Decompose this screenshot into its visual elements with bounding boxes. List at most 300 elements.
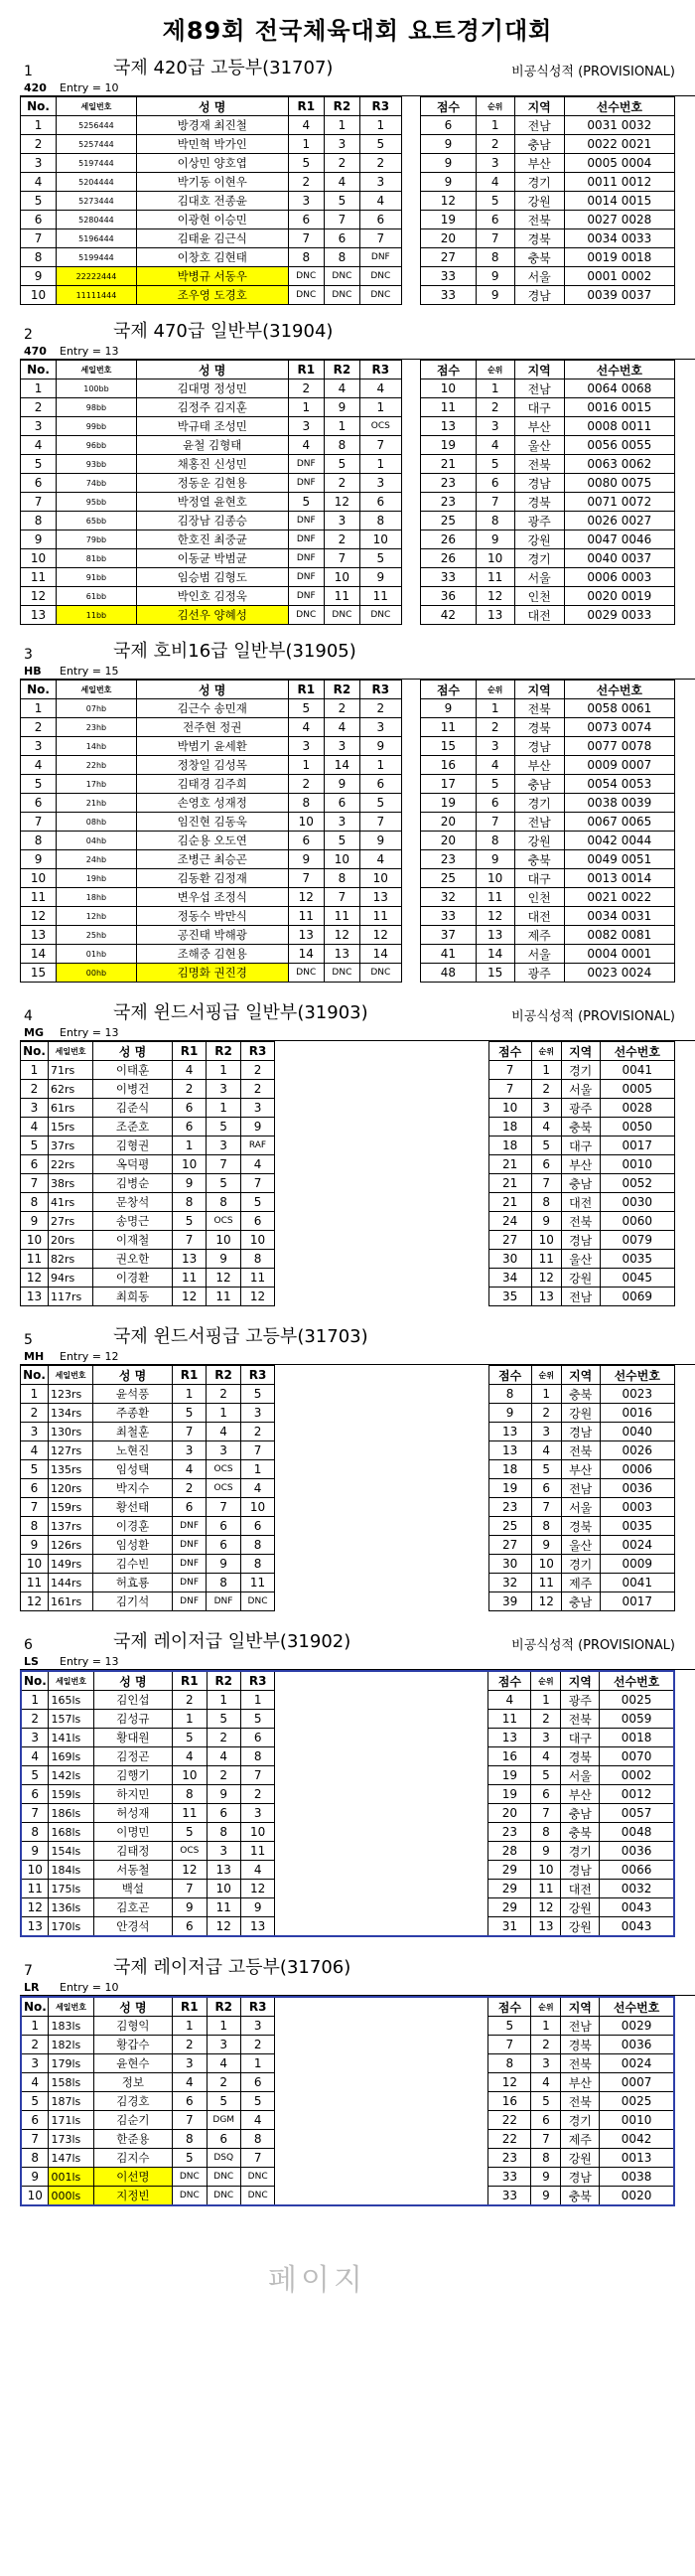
athlete-number: 0057 [600,1804,674,1823]
spacer [401,417,420,436]
sail-number: 24hb [57,850,137,869]
row-no: 8 [21,1193,49,1212]
rank: 9 [531,2187,561,2206]
rank: 9 [531,1212,561,1231]
region: 강원 [561,1269,600,1288]
race-3: 11 [240,1269,274,1288]
section-5 [20,1324,695,1611]
race-1: 4 [288,116,324,135]
rank: 1 [531,1691,561,1710]
row-no: 11 [21,568,57,587]
table-header-row [21,681,675,699]
region: 대구 [514,869,564,888]
athlete-name: 이광현 이승민 [136,211,288,229]
race-2: 6 [207,1517,240,1536]
table-row [21,1747,674,1766]
region: 울산 [561,1250,600,1269]
athlete-number: 0016 0015 [564,398,674,417]
race-3: 13 [359,888,401,907]
table-row [21,530,675,549]
row-no: 9 [21,850,57,869]
row-no: 5 [21,192,57,211]
col-header-athlete_no: 선수번호 [564,681,674,699]
race-1: 7 [172,1231,206,1250]
table-row [21,2130,674,2149]
sail-number: 22rs [48,1155,92,1174]
race-3: 3 [359,173,401,192]
rank: 13 [531,1288,561,1306]
race-3: 2 [359,699,401,718]
score: 7 [488,2036,531,2054]
results-table [20,1996,675,2206]
spacer [275,1766,488,1785]
table-row [21,1691,674,1710]
section-1 [20,56,695,305]
athlete-name: 이태훈 [93,1061,173,1080]
race-3: 4 [240,1479,274,1498]
score: 11 [488,1710,531,1729]
region: 경북 [561,1747,600,1766]
race-1: 9 [172,1174,206,1193]
race-3: 8 [240,1250,274,1269]
rank: 1 [476,116,514,135]
region: 대전 [514,606,564,625]
row-no: 4 [21,173,57,192]
row-no: 2 [21,1080,49,1099]
spacer [401,379,420,398]
row-no: 10 [21,286,57,305]
rank: 11 [531,1880,561,1898]
score: 26 [421,549,477,568]
race-3: 10 [240,1498,274,1517]
entry-line [20,1348,695,1365]
race-3: 4 [240,2111,274,2130]
rank: 6 [531,2111,561,2130]
spacer [275,1823,488,1842]
athlete-number: 0067 0065 [564,813,674,832]
athlete-name: 이창호 김현태 [136,248,288,267]
spacer [275,1747,488,1766]
race-3: 7 [359,436,401,455]
race-1: DNC [288,286,324,305]
race-2: 1 [207,1061,240,1080]
race-3: DNC [359,286,401,305]
athlete-number: 0005 0004 [564,154,674,173]
table-row [21,568,675,587]
rank: 15 [476,964,514,983]
sail-number: 38rs [48,1174,92,1193]
athlete-name: 김정주 김지훈 [136,398,288,417]
athlete-name: 김인섭 [93,1691,173,1710]
col-header-rank: 순위 [476,361,514,379]
table-row [21,1880,674,1898]
rank: 5 [531,1460,561,1479]
region: 전남 [514,379,564,398]
race-1: DNC [288,267,324,286]
race-1: 13 [288,926,324,945]
region: 충북 [561,1385,600,1404]
section-title: 국제 420급 고등부(31707) [113,58,334,78]
athlete-number: 0013 [600,2149,674,2168]
row-no: 10 [21,549,57,568]
sail-number: 41rs [48,1193,92,1212]
row-no: 3 [21,2054,49,2073]
region: 경기 [514,549,564,568]
col-header-r2: R2 [207,1671,240,1691]
table-row [21,2149,674,2168]
score: 19 [421,436,477,455]
table-row [21,248,675,267]
sail-number: 165ls [49,1691,93,1710]
sail-number: 117rs [48,1288,92,1306]
score: 23 [488,1823,531,1842]
score: 22 [488,2130,531,2149]
entry-count: Entry = 10 [60,80,119,94]
table-row [21,192,675,211]
sail-number: 25hb [57,926,137,945]
section-title: 국제 윈드서핑급 고등부(31703) [113,1326,368,1347]
region: 경남 [514,474,564,493]
athlete-name: 김호곤 [93,1898,173,1917]
score: 19 [488,1766,531,1785]
athlete-name: 송명근 [93,1212,173,1231]
table-row [21,587,675,606]
spacer [275,1729,488,1747]
region: 충남 [561,1592,600,1611]
region: 전북 [561,1710,600,1729]
race-2: 4 [207,1747,240,1766]
region: 경기 [561,1555,600,1574]
race-3: 13 [240,1917,274,1937]
table-row [21,775,675,794]
rank: 8 [476,512,514,530]
rank: 8 [476,832,514,850]
race-2: 6 [207,2130,240,2149]
race-1: DNF [172,1555,206,1574]
athlete-name: 김동환 김정재 [136,869,288,888]
race-2: 10 [324,850,359,869]
row-no: 7 [21,1498,49,1517]
athlete-number: 0047 0046 [564,530,674,549]
row-no: 2 [21,1404,49,1423]
athlete-number: 0019 0018 [564,248,674,267]
athlete-number: 0027 0028 [564,211,674,229]
athlete-number: 0003 [600,1498,674,1517]
col-header-r2: R2 [324,681,359,699]
table-row [21,1061,675,1080]
race-3: RAF [240,1136,274,1155]
athlete-name: 방경재 최진철 [136,116,288,135]
score: 21 [421,455,477,474]
rank: 4 [476,756,514,775]
region: 충남 [561,1804,600,1823]
table-row [21,813,675,832]
athlete-name: 박정열 윤현호 [136,493,288,512]
athlete-number: 0020 [600,2187,674,2206]
athlete-number: 0082 0081 [564,926,674,945]
race-2: 10 [207,1880,240,1898]
race-2: 3 [207,1136,240,1155]
table-row [21,1592,675,1611]
rank: 5 [531,2092,561,2111]
section-3 [20,639,695,983]
athlete-number: 0010 [600,1155,674,1174]
athlete-name: 조우영 도경호 [136,286,288,305]
row-no: 15 [21,964,57,983]
sail-number: 134rs [48,1404,92,1423]
sail-number: 61bb [57,587,137,606]
race-3: 11 [359,907,401,926]
section-header [20,1629,695,1653]
spacer [275,1555,488,1574]
race-2: 7 [324,888,359,907]
row-no: 2 [21,718,57,737]
col-header-r2: R2 [207,1997,240,2017]
athlete-number: 0060 [600,1212,674,1231]
race-3: 6 [359,211,401,229]
rank: 1 [476,699,514,718]
row-no: 6 [21,1479,49,1498]
race-2: 4 [324,718,359,737]
spacer [275,1592,488,1611]
rank: 12 [531,1269,561,1288]
race-3: 1 [359,455,401,474]
table-row [21,2168,674,2187]
spacer [275,1498,488,1517]
section-number: 3 [24,647,33,663]
athlete-number: 0056 0055 [564,436,674,455]
athlete-number: 0004 0001 [564,945,674,964]
athlete-name: 변우섭 조정식 [136,888,288,907]
athlete-name: 최희동 [93,1288,173,1306]
sail-number: 154ls [49,1842,93,1861]
athlete-number: 0058 0061 [564,699,674,718]
region: 전북 [561,2092,600,2111]
race-3: DNC [240,1592,274,1611]
table-row [21,869,675,888]
race-2: 3 [207,1441,240,1460]
race-2: 1 [207,1691,240,1710]
row-no: 12 [21,1269,49,1288]
class-code: 420 [24,80,47,94]
class-code: LR [24,1980,40,1994]
table-row [21,1555,675,1574]
spacer [401,681,420,699]
score: 13 [421,417,477,436]
row-no: 1 [21,379,57,398]
score: 41 [421,945,477,964]
col-header-sail: 세일번호 [49,1997,93,2017]
row-no: 3 [21,1423,49,1441]
athlete-number: 0052 [600,1174,674,1193]
spacer [401,549,420,568]
rank: 5 [476,455,514,474]
row-no: 6 [21,1155,49,1174]
race-2: 7 [324,549,359,568]
athlete-name: 박범기 윤세환 [136,737,288,756]
athlete-name: 김행기 [93,1766,173,1785]
row-no: 8 [21,1517,49,1536]
row-no: 3 [21,737,57,756]
row-no: 12 [21,1898,49,1917]
spacer [275,1917,488,1937]
section-header [20,1955,695,1979]
region: 제주 [561,2130,600,2149]
class-code: 470 [24,344,47,358]
athlete-name: 황대원 [93,1729,173,1747]
region: 광주 [561,1099,600,1118]
sail-number: 95bb [57,493,137,512]
region: 충북 [561,2187,600,2206]
sail-number: 96bb [57,436,137,455]
athlete-name: 공진태 박해광 [136,926,288,945]
race-3: 5 [240,1385,274,1404]
col-header-r3: R3 [359,97,401,116]
region: 부산 [561,1460,600,1479]
row-no: 2 [21,2036,49,2054]
results-table [20,680,675,983]
race-2: DSQ [207,2149,240,2168]
region: 부산 [514,417,564,436]
sail-number: 161rs [48,1592,92,1611]
score: 33 [421,267,477,286]
athlete-name: 이명민 [93,1823,173,1842]
row-no: 1 [21,1691,49,1710]
region: 강원 [561,1917,600,1937]
rank: 8 [531,1193,561,1212]
race-2: 8 [324,248,359,267]
race-1: 5 [173,2149,207,2168]
athlete-number: 0010 [600,2111,674,2130]
race-2: 9 [207,1250,240,1269]
col-header-score: 점수 [488,1671,531,1691]
row-no: 3 [21,154,57,173]
race-3: 9 [240,1118,274,1136]
athlete-number: 0043 [600,1917,674,1937]
col-header-r1: R1 [173,1997,207,2017]
row-no: 6 [21,211,57,229]
spacer [275,1691,488,1710]
results-table [20,1670,675,1937]
col-header-r1: R1 [173,1671,207,1691]
region: 전북 [561,1441,600,1460]
score: 23 [421,850,477,869]
region: 강원 [514,530,564,549]
table-header-row [21,361,675,379]
race-1: 1 [173,2017,207,2036]
sail-number: 001ls [49,2168,93,2187]
race-3: DNC [359,964,401,983]
region: 경북 [561,1517,600,1536]
race-2: 1 [324,116,359,135]
spacer [401,474,420,493]
spacer [401,173,420,192]
race-3: 11 [359,587,401,606]
race-1: 6 [172,1118,206,1136]
table-row [21,1917,674,1937]
table-row [21,1823,674,1842]
race-1: DNF [288,568,324,587]
col-header-no: No. [21,1366,49,1385]
race-1: 2 [288,173,324,192]
rank: 2 [531,2036,561,2054]
section-number: 6 [24,1637,33,1653]
race-3: 4 [359,379,401,398]
sail-number: 15rs [48,1118,92,1136]
table-row [21,173,675,192]
athlete-number: 0029 0033 [564,606,674,625]
table-row [21,1536,675,1555]
race-2: 7 [207,1155,240,1174]
rank: 7 [531,2130,561,2149]
athlete-name: 임성환 [93,1536,173,1555]
athlete-number: 0028 [600,1099,674,1118]
score: 20 [421,229,477,248]
athlete-name: 박민혁 박가인 [136,135,288,154]
race-3: 1 [240,2054,274,2073]
athlete-name: 정동수 박만식 [136,907,288,926]
region: 충북 [514,850,564,869]
spacer [401,361,420,379]
rank: 11 [531,1574,561,1592]
race-3: 9 [359,568,401,587]
col-header-r1: R1 [172,1366,206,1385]
athlete-number: 0066 [600,1861,674,1880]
athlete-name: 박병규 서동우 [136,267,288,286]
race-2: 4 [324,173,359,192]
athlete-name: 황갑수 [93,2036,173,2054]
race-2: 9 [324,398,359,417]
score: 13 [488,1423,531,1441]
spacer [401,135,420,154]
score: 37 [421,926,477,945]
table-row [21,1099,675,1118]
row-no: 6 [21,2111,49,2130]
race-3: 1 [240,1460,274,1479]
race-3: 6 [240,2073,274,2092]
sail-number: 5196444 [57,229,137,248]
race-1: OCS [173,1842,207,1861]
row-no: 4 [21,756,57,775]
athlete-number: 0023 [600,1385,674,1404]
region: 충북 [561,1118,600,1136]
entry-count: Entry = 13 [60,1025,119,1039]
rank: 6 [531,1155,561,1174]
table-row [21,1898,674,1917]
sail-number: 14hb [57,737,137,756]
spacer [401,116,420,135]
athlete-number: 0017 [600,1136,674,1155]
score: 16 [488,2092,531,2111]
score: 33 [488,2168,531,2187]
score: 13 [488,1441,531,1460]
race-3: 3 [240,1404,274,1423]
sail-number: 159rs [48,1498,92,1517]
row-no: 5 [21,1766,49,1785]
race-1: 10 [288,813,324,832]
spacer [275,1288,488,1306]
table-row [21,1460,675,1479]
col-header-score: 점수 [488,1997,531,2017]
col-header-r3: R3 [359,681,401,699]
table-row [21,1804,674,1823]
score: 9 [488,1404,531,1423]
score: 32 [488,1574,531,1592]
spacer [275,1099,488,1118]
race-1: DNC [288,606,324,625]
spacer [401,192,420,211]
row-no: 13 [21,1917,49,1937]
